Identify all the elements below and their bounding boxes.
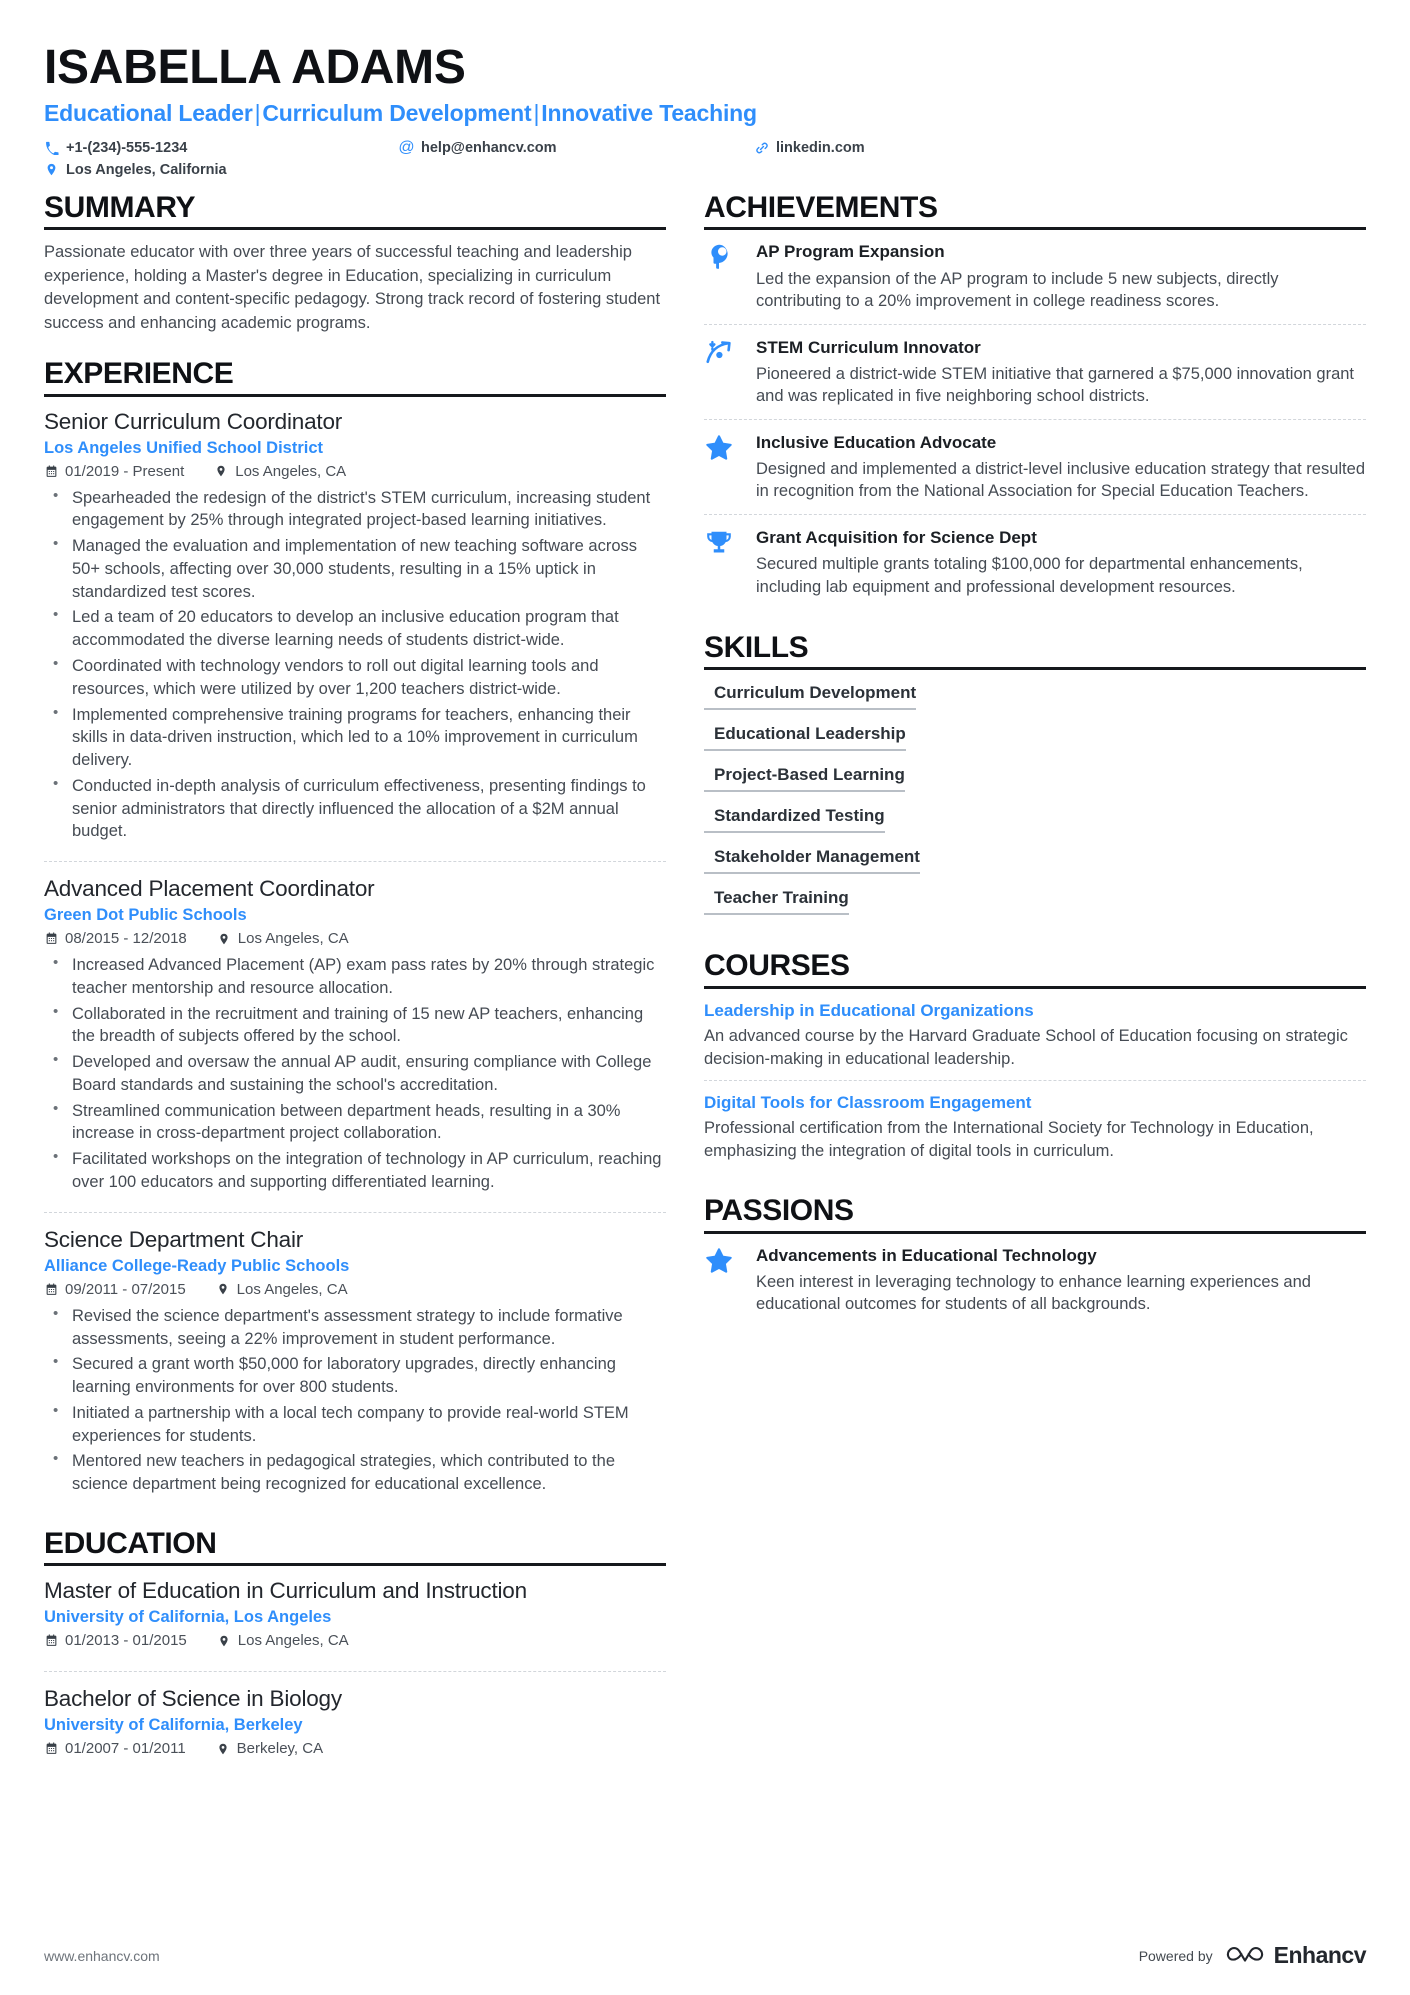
employer-name[interactable]: Los Angeles Unified School District: [44, 438, 324, 457]
section-education: [44, 1528, 666, 1771]
rising-trajectory-icon: [704, 337, 748, 408]
section-summary: [44, 192, 666, 335]
job-location: [214, 463, 346, 480]
job-bullet: • Collaborated in the recruitment and training of 15 new AP teachers, enhancing the breadth of subjects offered by the school.: [44, 1003, 666, 1049]
education-dates: [44, 1740, 186, 1757]
star-icon: [704, 432, 748, 503]
candidate-name: ISABELLA ADAMS: [44, 41, 466, 94]
contact-location-value: Los Angeles, California: [66, 161, 227, 178]
skill-item: Curriculum Development: [704, 681, 916, 710]
section-passions: [704, 1195, 1366, 1316]
job-location-value: Los Angeles, CA: [235, 462, 347, 480]
location-pin-icon: [216, 1742, 230, 1756]
email-at-icon: @: [398, 138, 415, 156]
education-location: [216, 1740, 323, 1757]
achievement-item: [704, 324, 1366, 419]
candidate-headline: [44, 99, 1366, 128]
head-idea-icon: [704, 241, 748, 312]
skill-item: Standardized Testing: [704, 804, 885, 833]
job-bullet: • Conducted in-depth analysis of curriculum effectiveness, presenting findings to senior administrators that directly influenced the allocation of a $2M annual budget.: [44, 775, 666, 843]
job-bullet: • Initiated a partnership with a local tech company to provide real-world STEM experiences for students.: [44, 1402, 666, 1448]
education-heading: EDUCATION: [44, 1528, 666, 1567]
achievement-content: [756, 527, 1366, 598]
skill-item: Stakeholder Management: [704, 845, 920, 874]
job-bullet: • Coordinated with technology vendors to roll out digital learning tools and resources, which were utilized by over 1,200 teachers district-wide.: [44, 655, 666, 701]
job-bullet: • Revised the science department's assessment strategy to include formative assessments, seeing a 22% improvement in student performance.: [44, 1305, 666, 1351]
job-dates-value: 09/2011 - 07/2015: [65, 1280, 186, 1298]
skills-list: [704, 681, 1366, 927]
powered-by-label: Powered by: [1138, 1947, 1213, 1964]
courses-heading: COURSES: [704, 950, 1366, 989]
phone-icon: [44, 140, 59, 155]
resume-header: [44, 40, 1366, 178]
course-title[interactable]: Digital Tools for Classroom Engagement: [704, 1093, 1032, 1113]
experience-entry: [44, 1212, 666, 1505]
job-location-value: Los Angeles, CA: [236, 1280, 348, 1298]
job-bullet: • Developed and oversaw the annual AP audit, ensuring compliance with College Board standards and sustaining the school's accreditation.: [44, 1051, 666, 1097]
course-item: [704, 1000, 1366, 1080]
contact-link[interactable]: [754, 140, 1366, 156]
employer-name[interactable]: Green Dot Public Schools: [44, 906, 247, 925]
achievement-title: STEM Curriculum Innovator: [756, 337, 981, 357]
footer-branding: [1139, 1942, 1366, 1969]
contact-location: [44, 162, 399, 178]
section-skills: [704, 632, 1366, 928]
summary-heading: SUMMARY: [44, 192, 666, 231]
contact-email[interactable]: [399, 140, 754, 156]
job-bullet: • Managed the evaluation and implementation of new teaching software across 50+ schools, affecting over 30,000 students, resulting in a 15% uptick in standardized test scores.: [44, 535, 666, 603]
achievement-title: Inclusive Education Advocate: [756, 432, 997, 452]
contact-email-value: help@enhancv.com: [421, 139, 557, 156]
school-name[interactable]: University of California, Berkeley: [44, 1716, 303, 1735]
school-name[interactable]: University of California, Los Angeles: [44, 1608, 332, 1627]
section-courses: [704, 950, 1366, 1172]
link-icon: [754, 140, 769, 155]
course-item: [704, 1080, 1366, 1172]
job-bullet: • Streamlined communication between department heads, resulting in a 30% increase in cross-department project collaboration.: [44, 1100, 666, 1146]
job-meta: [44, 930, 666, 947]
job-location-value: Los Angeles, CA: [237, 930, 349, 948]
location-pin-icon: [217, 932, 231, 946]
skill-item: Educational Leadership: [704, 722, 906, 751]
job-location: [216, 1281, 348, 1298]
experience-entry: [44, 408, 666, 852]
location-pin-icon: [217, 1634, 231, 1648]
location-pin-icon: [44, 162, 59, 177]
achievement-description: Pioneered a district-wide STEM initiative that garnered a $75,000 innovation grant and was replicated in five neighboring school districts.: [756, 364, 1355, 406]
job-dates-value: 08/2015 - 12/2018: [65, 930, 187, 948]
job-bullets: [44, 1305, 666, 1496]
experience-heading: EXPERIENCE: [44, 358, 666, 397]
job-title: Senior Curriculum Coordinator: [44, 408, 343, 434]
passion-content: [756, 1245, 1366, 1316]
achievement-content: [756, 241, 1366, 312]
job-bullets: [44, 954, 666, 1194]
skill-item: Teacher Training: [704, 886, 849, 915]
achievement-content: [756, 432, 1366, 503]
education-entry: [44, 1671, 666, 1770]
experience-entry: [44, 861, 666, 1203]
calendar-icon: [44, 1282, 58, 1296]
passion-title: Advancements in Educational Technology: [756, 1245, 1097, 1265]
job-meta: [44, 1281, 666, 1298]
job-dates: [44, 463, 184, 480]
headline-part-2: Curriculum Development: [262, 100, 532, 127]
location-pin-icon: [216, 1282, 230, 1296]
job-bullet: • Secured a grant worth $50,000 for laboratory upgrades, directly enhancing learning environments for over 800 students.: [44, 1353, 666, 1399]
education-dates-value: 01/2013 - 01/2015: [65, 1632, 187, 1650]
contact-phone[interactable]: [44, 140, 399, 156]
job-bullet: • Mentored new teachers in pedagogical strategies, which contributed to the science department being recognized for educational excellence.: [44, 1450, 666, 1496]
job-title: Science Department Chair: [44, 1226, 304, 1252]
calendar-icon: [44, 932, 58, 946]
degree-title: Master of Education in Curriculum and Instruction: [44, 1578, 527, 1604]
contact-link-value: linkedin.com: [776, 139, 865, 156]
course-title[interactable]: Leadership in Educational Organizations: [704, 1000, 1034, 1020]
left-column: [44, 192, 666, 1793]
achievement-title: AP Program Expansion: [756, 242, 945, 262]
achievement-item: [704, 419, 1366, 514]
calendar-icon: [44, 1634, 58, 1648]
job-bullets: [44, 487, 666, 843]
headline-separator-1: |: [254, 100, 261, 127]
page-footer: [44, 1942, 1366, 1969]
education-dates: [44, 1632, 187, 1649]
calendar-icon: [44, 464, 58, 478]
degree-title: Bachelor of Science in Biology: [44, 1686, 342, 1712]
section-achievements: [704, 192, 1366, 609]
achievement-title: Grant Acquisition for Science Dept: [756, 527, 1037, 547]
job-bullet: • Implemented comprehensive training programs for teachers, enhancing their skills in data-driven instruction, which led to a 10% improvement in curriculum delivery.: [44, 704, 666, 772]
section-experience: [44, 358, 666, 1505]
headline-part-1: Educational Leader: [44, 100, 253, 127]
job-location: [217, 930, 349, 947]
achievement-item: [704, 514, 1366, 609]
job-bullet: • Facilitated workshops on the integration of technology in AP curriculum, reaching over 100 educators and supporting differentiated learning.: [44, 1148, 666, 1194]
education-dates-value: 01/2007 - 01/2011: [65, 1740, 186, 1758]
job-dates-value: 01/2019 - Present: [65, 462, 185, 480]
job-meta: [44, 463, 666, 480]
job-dates: [44, 1281, 186, 1298]
calendar-icon: [44, 1742, 58, 1756]
job-dates: [44, 930, 187, 947]
passion-item: [704, 1245, 1366, 1316]
summary-text: Passionate educator with over three years of successful teaching and leadership experience, holding a Master's degree in Education, specializing in curriculum development and content-specific pedagogy. Strong track record of fostering student success and enhancing academic programs.: [44, 243, 661, 332]
resume-body: [44, 192, 1366, 1793]
job-bullet: • Led a team of 20 educators to develop an inclusive education program that accommodated the diverse learning needs of students district-wide.: [44, 606, 666, 652]
right-column: [704, 192, 1366, 1339]
star-icon: [704, 1245, 748, 1316]
education-location-value: Berkeley, CA: [236, 1740, 324, 1758]
passions-heading: PASSIONS: [704, 1195, 1366, 1234]
footer-website-url[interactable]: www.enhancv.com: [44, 1947, 160, 1964]
enhancv-logo[interactable]: [1225, 1942, 1366, 1969]
contact-info: [44, 140, 1366, 178]
education-entry: [44, 1577, 666, 1662]
education-location-value: Los Angeles, CA: [237, 1632, 349, 1650]
education-meta: [44, 1632, 666, 1649]
achievement-item: [704, 241, 1366, 323]
achievement-content: [756, 337, 1366, 408]
headline-part-3: Innovative Teaching: [541, 100, 757, 127]
course-description: Professional certification from the International Society for Technology in Education, emphasizing the integration of digital tools in curriculum.: [704, 1119, 1314, 1160]
enhancv-wordmark: Enhancv: [1273, 1942, 1366, 1968]
achievement-description: Secured multiple grants totaling $100,000 for departmental enhancements, including lab equipment and professional development resources.: [756, 555, 1303, 596]
employer-name[interactable]: Alliance College-Ready Public Schools: [44, 1256, 350, 1275]
trophy-icon: [704, 527, 748, 598]
achievement-description: Designed and implemented a district-level inclusive education strategy that resulted in recognition from the National Association for Special Education Teachers.: [756, 459, 1365, 501]
job-title: Advanced Placement Coordinator: [44, 876, 375, 902]
job-bullet: • Increased Advanced Placement (AP) exam pass rates by 20% through strategic teacher mentorship and resource allocation.: [44, 954, 666, 1000]
headline-separator-2: |: [533, 100, 540, 127]
skills-heading: SKILLS: [704, 632, 1366, 671]
passion-description: Keen interest in leveraging technology to enhance learning experiences and educational outcomes for students of all backgrounds.: [756, 1272, 1311, 1314]
education-meta: [44, 1740, 666, 1757]
skill-item: Project-Based Learning: [704, 763, 905, 792]
achievements-heading: ACHIEVEMENTS: [704, 192, 1366, 231]
course-description: An advanced course by the Harvard Graduate School of Education focusing on strategic decision-making in educational leadership.: [704, 1027, 1348, 1068]
education-location: [217, 1632, 349, 1649]
location-pin-icon: [214, 464, 228, 478]
job-bullet: • Spearheaded the redesign of the district's STEM curriculum, increasing student engagement by 25% through integrated project-based learning initiatives.: [44, 487, 666, 533]
contact-phone-value: +1-(234)-555-1234: [66, 139, 188, 156]
achievement-description: Led the expansion of the AP program to include 5 new subjects, directly contributing to a 20% improvement in college readiness scores.: [756, 269, 1279, 311]
